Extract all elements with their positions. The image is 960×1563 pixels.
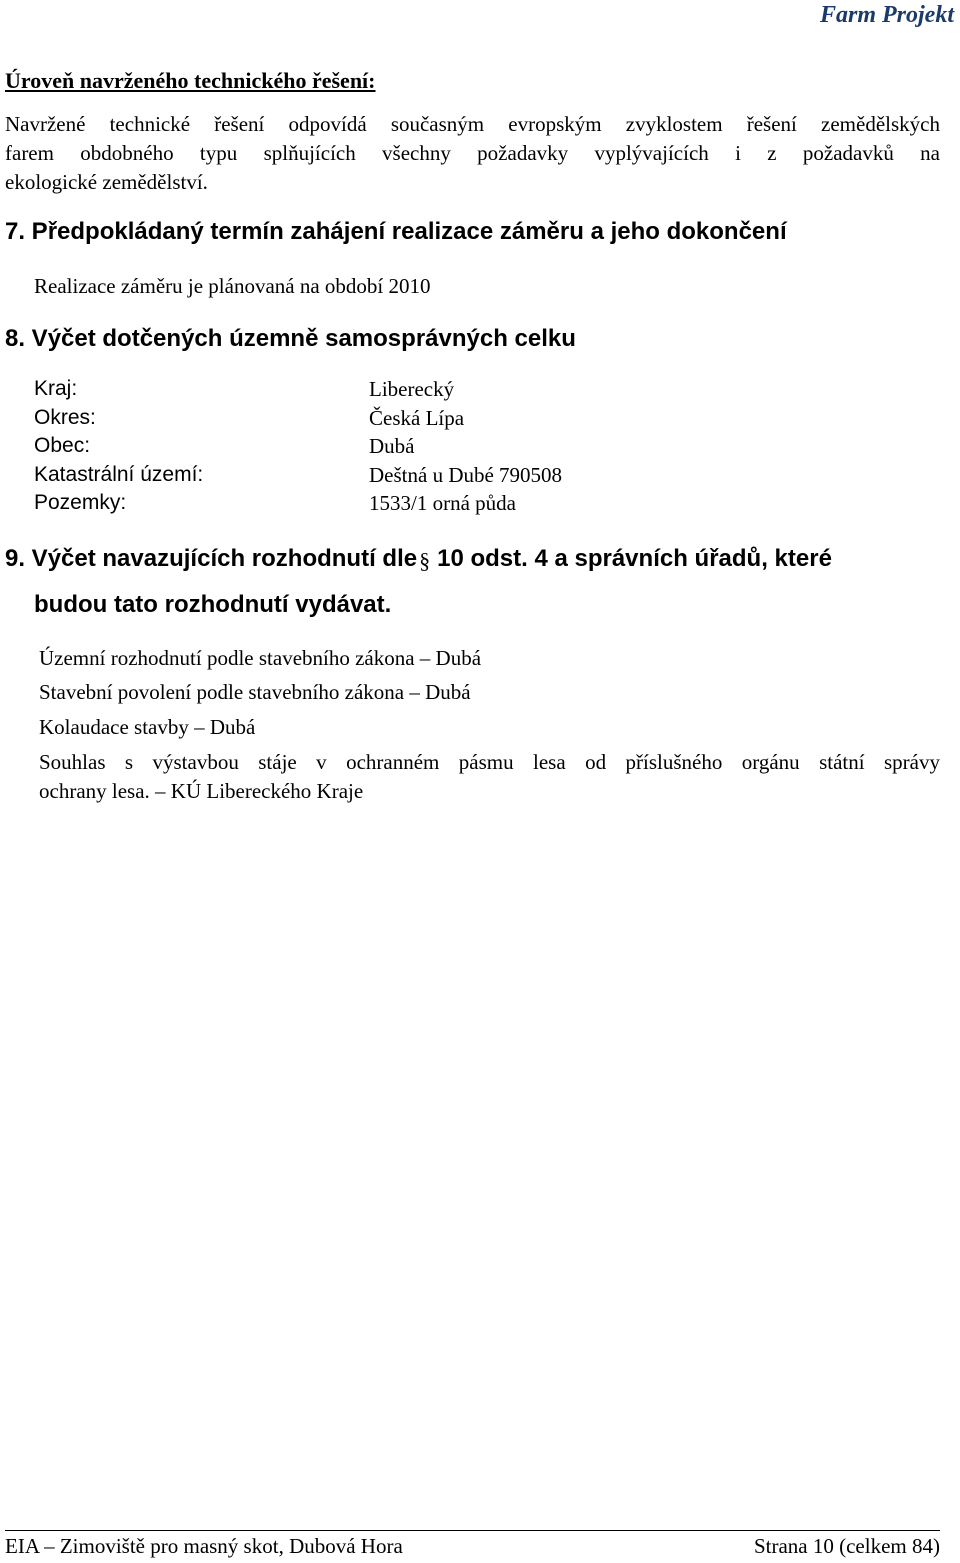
territory-label: Obec: — [34, 434, 91, 457]
decision-consent — [39, 748, 940, 806]
territory-label: Katastrální území: — [34, 462, 204, 486]
territory-label: Okres: — [34, 405, 96, 429]
section-9-title — [5, 545, 832, 573]
section-9-title-prefix: 9. Výčet navazujících rozhodnutí dle — [5, 545, 418, 572]
territory-label: Kraj: — [34, 377, 78, 400]
footer-page-number: Strana 10 (celkem 84) — [753, 1534, 940, 1558]
section-8-title: 8. Výčet dotčených územně samosprávných celku — [5, 325, 576, 352]
uroven-line-3: ekologické zemědělství. — [5, 170, 208, 194]
section-9-title-line-2: budou tato rozhodnutí vydávat. — [34, 591, 392, 618]
uroven-line-1: Navržené technické řešení odpovídá současným evropským zvyklostem řešení zemědělských — [5, 112, 940, 136]
consent-line-2: ochrany lesa. – KÚ Libereckého Kraje — [39, 779, 364, 803]
uroven-line-2: farem obdobného typu splňujících všechny požadavky vyplývajících i z požadavků na — [5, 141, 940, 165]
section-7-text: Realizace záměru je plánovaná na období 2010 — [34, 274, 431, 298]
header-brand: Farm Projekt — [819, 2, 954, 28]
decision-item: Stavební povolení podle stavebního zákona – Dubá — [39, 680, 471, 704]
territory-value: Deštná u Dubé 790508 — [369, 462, 563, 487]
consent-line-1: Souhlas s výstavbou stáje v ochranném pásmu lesa od příslušného orgánu státní správy — [39, 750, 940, 774]
territory-value: 1533/1 orná půda — [369, 491, 516, 515]
territory-value: Dubá — [369, 434, 415, 458]
section-7-title: 7. Předpokládaný termín zahájení realizace záměru a jeho dokončení — [5, 218, 787, 245]
decision-item: Územní rozhodnutí podle stavebního zákona – Dubá — [39, 646, 482, 670]
territory-value: Česká Lípa — [369, 405, 465, 430]
territory-label: Pozemky: — [34, 491, 127, 514]
footer-document-title: EIA – Zimoviště pro masný skot, Dubová Hora — [5, 1534, 403, 1558]
footer-divider — [5, 1530, 940, 1531]
uroven-paragraph — [5, 110, 940, 197]
paragraph-sign-icon — [419, 546, 433, 566]
territory-value: Liberecký — [369, 377, 455, 401]
section-title-uroven: Úroveň navrženého technického řešení: — [5, 68, 376, 93]
decision-item: Kolaudace stavby – Dubá — [39, 715, 256, 739]
section-9-title-suffix: 10 odst. 4 a správních úřadů, které — [437, 545, 832, 572]
